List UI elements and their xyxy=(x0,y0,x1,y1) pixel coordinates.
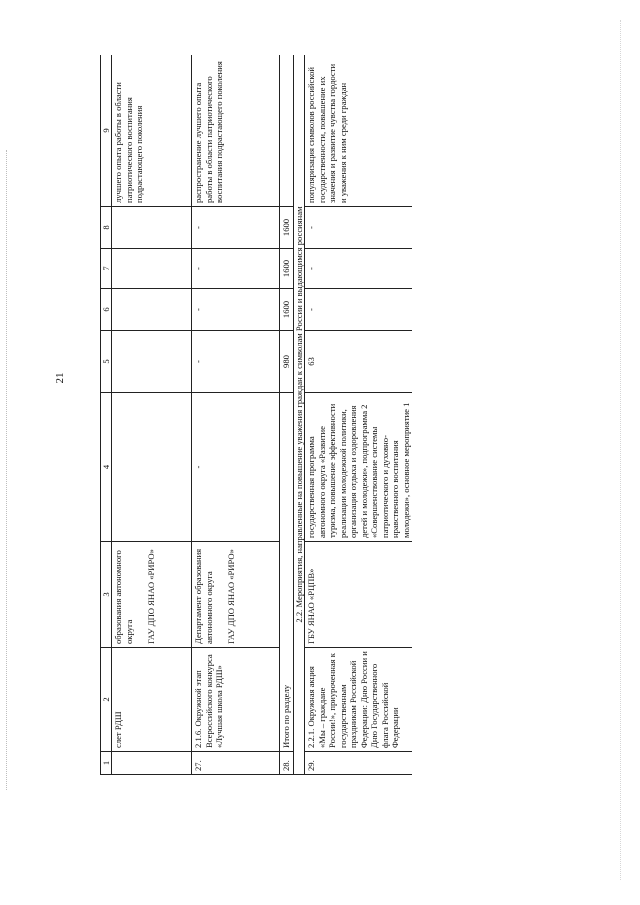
col-2-header: 2 xyxy=(101,648,112,752)
cell-number: 27. xyxy=(192,752,280,775)
section-row xyxy=(293,55,304,775)
cell-program: государственная программа автономного округа «Развитие туризма, повышение эффективности реализации молодежной политики, организация отдыха и оздоровления детей и молодежи», подпрограмма 2 «Совершенствование системы патриотического и духовно-нравственного воспитания молодежи», основное мероприятие 1 xyxy=(305,393,412,542)
cell-year-3: - xyxy=(305,207,412,249)
page-number: 21 xyxy=(54,372,66,384)
column-number-row xyxy=(101,55,112,775)
cell-funding-total xyxy=(112,331,192,393)
col-5-header: 5 xyxy=(101,331,112,393)
cell-year-2: - xyxy=(192,249,280,289)
col-8-header: 8 xyxy=(101,207,112,249)
table-row-28 xyxy=(280,55,293,775)
margin-dots-left xyxy=(6,150,11,790)
cell-result: распространение лучшего опыта работы в области патриотического воспитания подрастающего поколения xyxy=(192,55,280,207)
cell-event: 2.2.1. Окружная акция «Мы – граждане России!», приуроченная к государственным праздникам Российской Федерации: Дню России и Дню Государственного флага Российской Федерации xyxy=(305,648,412,752)
cell-funding-total: 980 xyxy=(280,331,293,393)
cell-funding-total: - xyxy=(192,331,280,393)
col-4-header: 4 xyxy=(101,393,112,542)
responsible-line-2: ГАУ ДПО ЯНАО «РИРО» xyxy=(146,549,157,644)
cell-responsible xyxy=(112,542,192,648)
table-row-continued xyxy=(112,55,192,775)
responsible-line-1: Департамент образования автономного округа xyxy=(193,548,214,644)
cell-year-1: - xyxy=(305,289,412,331)
table-row-29 xyxy=(305,55,412,775)
cell-year-3: 1600 xyxy=(280,207,293,249)
cell-number xyxy=(112,752,192,775)
events-table xyxy=(100,55,412,775)
cell-year-1: - xyxy=(192,289,280,331)
cell-event: слет РДШ xyxy=(112,648,192,752)
cell-event: 2.1.6. Окружной этап Всероссийского конкурса «Лучшая школа РДШ» xyxy=(192,648,280,752)
rotated-table-canvas xyxy=(100,55,412,775)
responsible-line-2: ГАУ ДПО ЯНАО «РИРО» xyxy=(226,549,237,644)
col-1-header: 1 xyxy=(101,752,112,775)
col-6-header: 6 xyxy=(101,289,112,331)
rotated-table-frame xyxy=(100,55,412,775)
cell-responsible: ГБУ ЯНАО «РЦПВ» xyxy=(305,542,412,648)
cell-program: - xyxy=(192,393,280,542)
cell-subtotal-label: Итого по разделу xyxy=(280,393,293,752)
cell-responsible xyxy=(192,542,280,648)
cell-year-2 xyxy=(112,249,192,289)
cell-number: 28. xyxy=(280,752,293,775)
cell-year-2: 1600 xyxy=(280,249,293,289)
cell-program xyxy=(112,393,192,542)
cell-year-1: 1600 xyxy=(280,289,293,331)
cell-funding-total: 63 xyxy=(305,331,412,393)
cell-year-1 xyxy=(112,289,192,331)
cell-number: 29. xyxy=(305,752,412,775)
cell-result xyxy=(280,55,293,207)
cell-year-3: - xyxy=(192,207,280,249)
margin-dots-right xyxy=(620,20,623,880)
col-9-header: 9 xyxy=(101,55,112,207)
table-row-27 xyxy=(192,55,280,775)
cell-year-2: - xyxy=(305,249,412,289)
cell-result: популяризация символов российской государственности, повышение их значения и развитие чувства гордости и уважения к ним среди граждан xyxy=(305,55,412,207)
section-title: 2.2. Мероприятия, направленные на повышение уважения граждан к символам России и выдающимся россиянам xyxy=(293,55,304,775)
cell-year-3 xyxy=(112,207,192,249)
col-3-header: 3 xyxy=(101,542,112,648)
responsible-line-1: образования автономного округа xyxy=(113,550,134,644)
col-7-header: 7 xyxy=(101,249,112,289)
cell-result: лучшего опыта работы в области патриотического воспитания подрастающего поколения xyxy=(112,55,192,207)
